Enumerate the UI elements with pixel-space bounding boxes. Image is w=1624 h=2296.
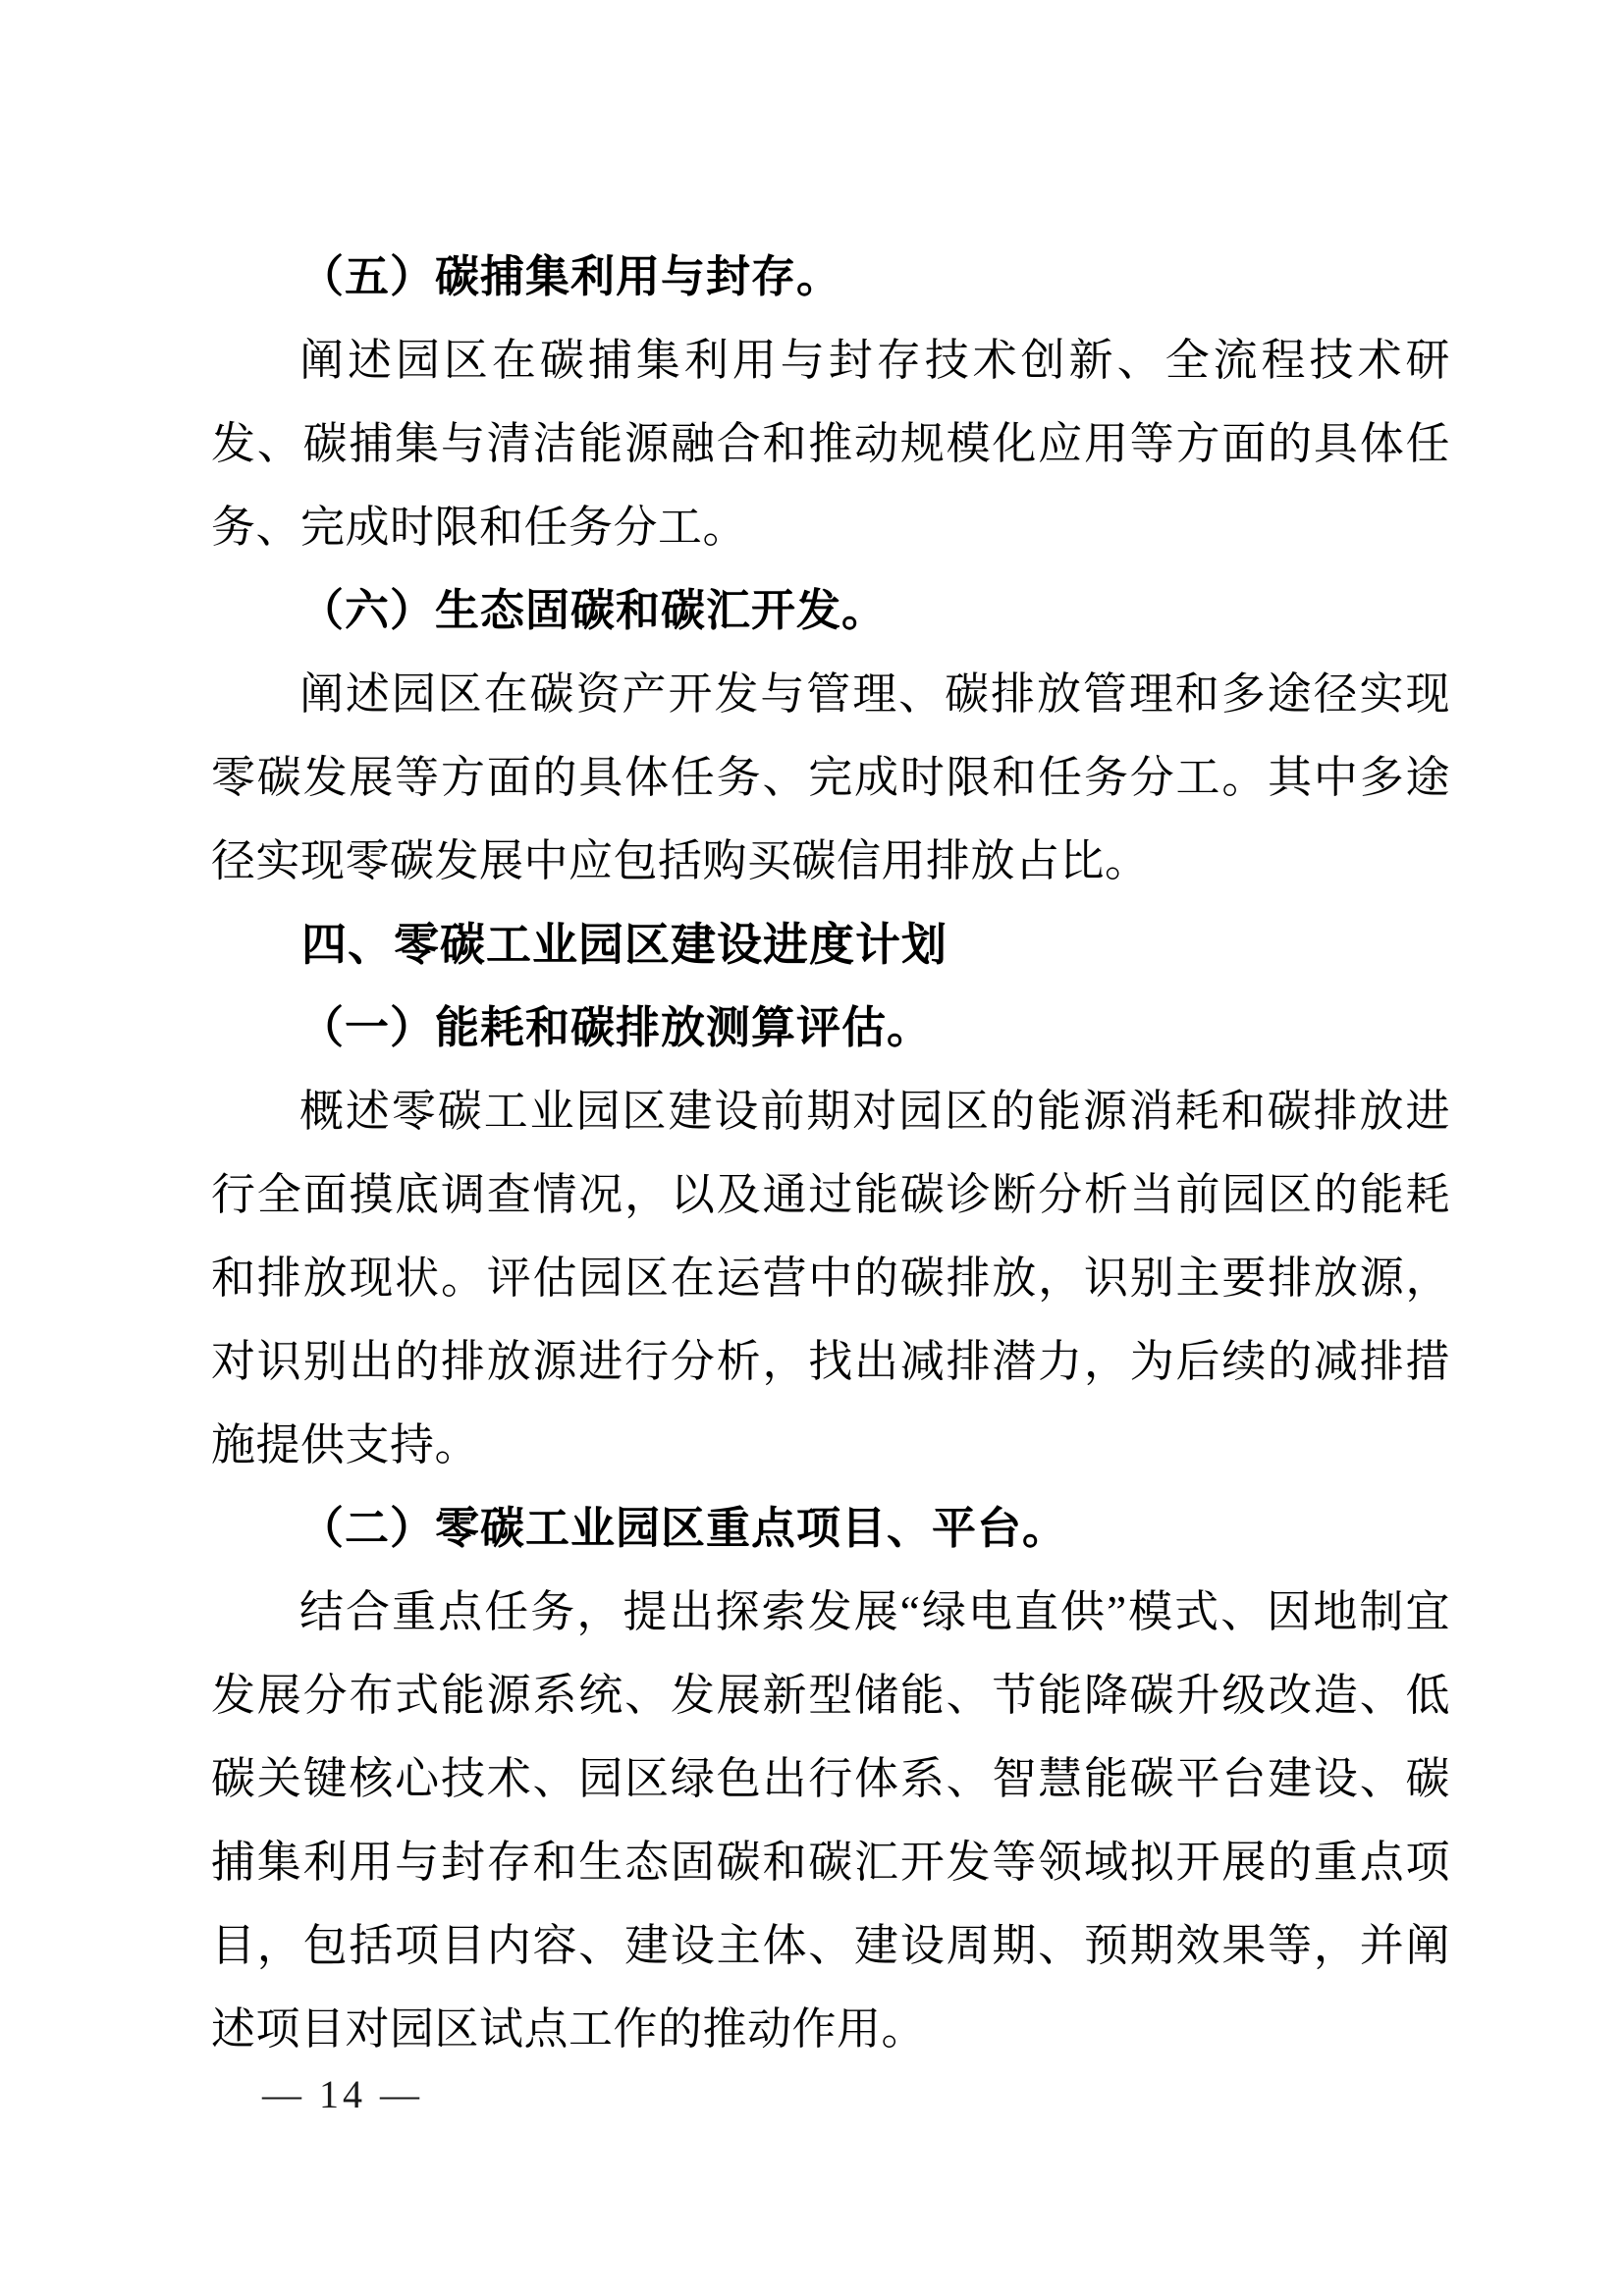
document-body [211, 236, 1450, 2071]
body-paragraph: 概述零碳工业园区建设前期对园区的能源消耗和碳排放进行全面摸底调查情况，以及通过能碳诊断分析当前园区的能耗和排放现状。评估园区在运营中的碳排放，识别主要排放源，对识别出的排放源进行分析，找出减排潜力，为后续的减排措施提供支持。 [211, 1087, 1450, 1469]
body-paragraph: 结合重点任务，提出探索发展“绿电直供”模式、因地制宜发展分布式能源系统、发展新型储能、节能降碳升级改造、低碳关键核心技术、园区绿色出行体系、智慧能碳平台建设、碳捕集利用与封存和生态固碳和碳汇开发等领域拟开展的重点项目，包括项目内容、建设主体、建设周期、预期效果等，并阐述项目对园区试点工作的推动作用。 [211, 1587, 1450, 2054]
chapter-heading-4: 四、零碳工业园区建设进度计划 [301, 919, 947, 970]
subsection-heading-6: （六）生态固碳和碳汇开发。 [299, 586, 888, 635]
body-paragraph: 阐述园区在碳捕集利用与封存技术创新、全流程技术研发、碳捕集与清洁能源融合和推动规模化应用等方面的具体任务、完成时限和任务分工。 [211, 336, 1450, 552]
body-paragraph: 阐述园区在碳资产开发与管理、碳排放管理和多途径实现零碳发展等方面的具体任务、完成时限和任务分工。其中多途径实现零碳发展中应包括购买碳信用排放占比。 [211, 669, 1450, 885]
subsection-heading-5: （五）碳捕集利用与封存。 [299, 252, 842, 301]
subsection-heading-1: （一）能耗和碳排放测算评估。 [299, 1003, 933, 1052]
page-number: — 14 — [262, 2072, 423, 2116]
subsection-heading-2: （二）零碳工业园区重点项目、平台。 [299, 1504, 1068, 1553]
